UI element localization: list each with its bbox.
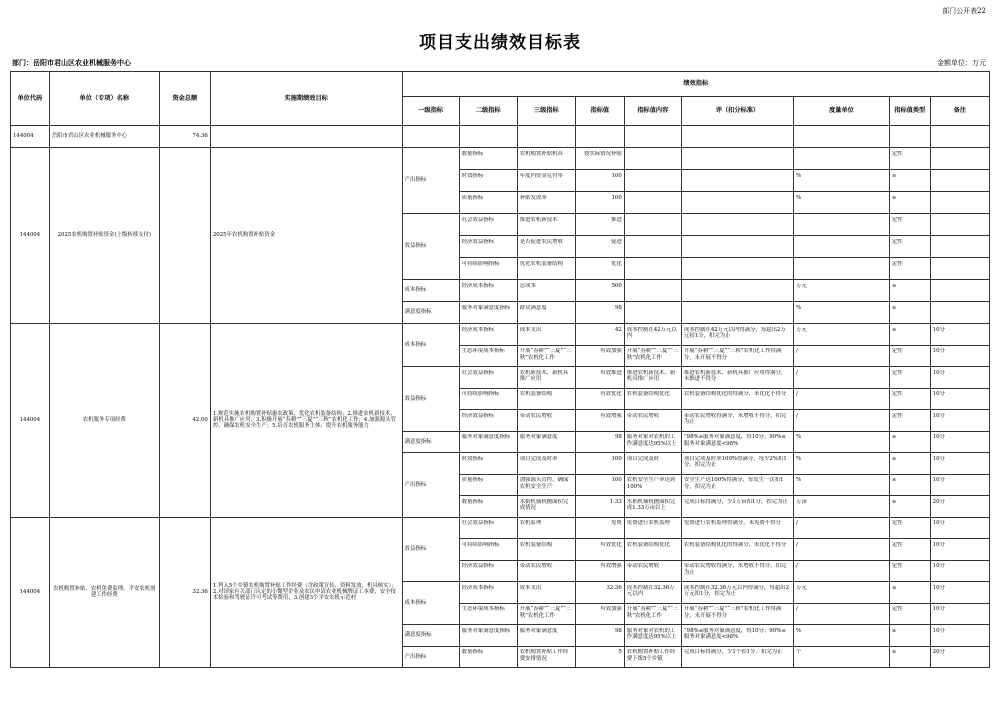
level1-cell: 成本指标 (402, 582, 459, 625)
project-goal: 2025年农机购置补贴资金 (210, 148, 402, 324)
value-content-cell: 农机安全生产率达到100% (626, 477, 676, 490)
level3-cell: 加强源头管控，确保农机安全生产 (519, 477, 569, 490)
measure-unit-cell: % (796, 455, 802, 462)
level3-cell: 项目完成及时率 (519, 455, 558, 462)
level2-cell: 生态环境成本指标 (461, 606, 505, 613)
value-cell: 有效加强 (600, 348, 622, 355)
indicator-row (11, 148, 990, 170)
header-measure-unit: 度量单位 (794, 97, 890, 126)
level3-cell: 服务对象满意度 (519, 627, 558, 634)
value-content-cell (627, 239, 679, 254)
header-performance-indicators: 绩效指标 (402, 72, 989, 97)
measure-unit-cell (796, 239, 887, 254)
evaluation-cell: 免费进行农机监理得满分，未免费不得分 (683, 520, 781, 527)
level2-cell: 经济成本指标 (461, 584, 494, 591)
project-name: 农机购置补贴、农机免费监理、平安农机创建工作经费 (49, 517, 159, 668)
value-content-cell (627, 261, 679, 276)
level3-cell: 群众满意度 (519, 305, 547, 311)
note-cell: 10分 (932, 348, 945, 355)
evaluation-cell: 带动农民增收得满分，未增收不得分，扣完为止 (683, 412, 787, 426)
performance-table (10, 71, 990, 668)
level3-cell: 农机装备结构 (519, 541, 553, 548)
note-cell (933, 151, 987, 166)
level3-cell: 带动农民增收 (519, 412, 553, 419)
level3-cell: 总成本 (519, 283, 536, 289)
value-content-cell (627, 217, 679, 232)
project-name: 2025农机购置补贴资金(上级转移支付) (49, 148, 159, 324)
level2-cell: 服务对象满意度指标 (461, 627, 511, 634)
note-cell: 20分 (932, 649, 945, 656)
level1-cell: 产出指标 (402, 148, 459, 214)
form-number: 部门公开表22 (942, 7, 986, 15)
evaluation-cell (684, 173, 791, 188)
value-cell: 有效增强 (600, 563, 622, 570)
value-content-cell: 带动农民增收 (626, 412, 660, 419)
department-label: 部门：岳阳市君山区农业机械服务中心 (12, 58, 131, 67)
value-cell: 推进 (611, 217, 622, 223)
header-goal: 实施期绩效目标 (210, 72, 402, 126)
project-code: 144004 (11, 324, 50, 518)
value-type-cell: 定性 (891, 606, 903, 613)
level3-cell: 农机监理 (519, 520, 542, 527)
note-cell: 10分 (932, 627, 945, 634)
level2-cell: 质量指标 (461, 195, 484, 201)
level1-cell: 成本指标 (402, 280, 459, 302)
evaluation-cell: 推进农机新技术、新机具推广应用得满分，未推进不得分 (683, 369, 787, 383)
level3-cell: 年度内资金兑付率 (519, 173, 563, 179)
value-content-cell: 农机装备结构优化 (626, 541, 670, 548)
value-cell: 免费 (611, 520, 622, 527)
level1-cell: 效益指标 (402, 367, 459, 432)
evaluation-cell: 农机装备结构优化的得满分，未优化不得分 (683, 391, 787, 398)
value-cell: 100 (611, 455, 622, 462)
value-content-cell: 开展“春耕”“三夏”“三秋”农机化工作 (626, 348, 679, 361)
note-cell: 10分 (932, 369, 945, 376)
measure-unit-cell: 个 (796, 649, 802, 656)
header-value-content: 指标值内容 (624, 97, 681, 126)
value-type-cell: 定性 (891, 563, 903, 570)
level1-cell: 满意度指标 (402, 431, 459, 453)
value-type-cell: 定性 (891, 412, 903, 419)
value-type-cell: ≤ (891, 283, 897, 289)
value-cell: 500 (611, 283, 622, 289)
evaluation-cell: 项目完成及时率100%得满分，每少2%扣1分，扣完为止 (683, 455, 787, 469)
level3-cell: 成本支出 (519, 584, 542, 591)
value-type-cell: ≥ (891, 195, 897, 201)
level2-cell: 生态环境成本指标 (461, 348, 505, 355)
value-type-cell: 定性 (891, 151, 903, 157)
level3-cell: 成本支出 (519, 326, 542, 333)
value-cell: 42 (614, 326, 622, 333)
note-cell (933, 261, 987, 276)
note-cell (933, 239, 987, 254)
level1-cell: 满意度指标 (402, 302, 459, 324)
evaluation-cell (684, 239, 791, 254)
value-type-cell: ≤ (891, 326, 897, 333)
amount-unit-label: 金额单位：万元 (937, 59, 986, 67)
measure-unit-cell: % (796, 627, 802, 634)
note-cell: 10分 (932, 455, 945, 462)
value-cell: 有效优化 (600, 541, 622, 548)
project-goal: 1.规范实施农机购置补贴惠农政策，优化农机装备结构；2.推进农机新技术、新机具推广应用；3.积极开展“春耕”“三夏”“三秋”农机化工作；4.加强源头管控，确保农机安全生产；5.培育农机服务主体，提升农机服务能力 (210, 324, 402, 518)
value-cell: 有效增强 (600, 412, 622, 419)
project-amount: 42.00 (159, 324, 210, 518)
header-total-amount: 资金总额 (159, 72, 210, 126)
value-type-cell: ≥ (891, 173, 897, 179)
level1-cell: 成本指标 (402, 324, 459, 367)
evaluation-cell: 完成目标得满分，少1万亩扣1分，扣完为止 (683, 498, 788, 505)
value-content-cell: 农机购置补贴工作经费下拨5个乡镇 (626, 649, 676, 662)
value-type-cell: 定性 (891, 520, 903, 527)
level2-cell: 时效指标 (461, 173, 484, 179)
level1-cell: 效益指标 (402, 214, 459, 280)
summary-code: 144004 (11, 126, 50, 148)
value-type-cell: ≥ (891, 455, 897, 462)
measure-unit-cell: / (796, 563, 798, 570)
level2-cell: 数量指标 (461, 498, 484, 505)
value-content-cell (627, 305, 679, 320)
header-level2: 二级指标 (459, 97, 517, 126)
measure-unit-cell: % (796, 305, 802, 311)
level2-cell: 可持续影响指标 (461, 261, 500, 267)
measure-unit-cell: / (796, 348, 798, 355)
value-type-cell: 定性 (891, 261, 903, 267)
summary-amount: 74.36 (159, 126, 210, 148)
level3-cell: 补贴发放率 (519, 195, 547, 201)
value-content-cell: 成本控制在32.36万元以内 (626, 584, 675, 598)
level1-cell: 产出指标 (402, 453, 459, 518)
value-type-cell: 定性 (891, 217, 903, 223)
note-cell: 10分 (932, 606, 945, 613)
evaluation-cell: 安全生产达100%得满分，每发生一次扣1分，扣完为止 (683, 477, 784, 490)
level2-cell: 时效指标 (461, 455, 484, 462)
value-cell: 促进 (611, 239, 622, 245)
level3-cell: 农机购置补贴机具 (519, 151, 563, 157)
project-code: 144004 (11, 148, 50, 324)
measure-unit-cell: / (796, 520, 798, 527)
value-type-cell: 定性 (891, 369, 903, 376)
evaluation-cell: 开展“春耕”“三夏”“三秋”农机化工作得满分，未开展不得分 (683, 348, 782, 361)
level3-cell: 开展“春耕”“三夏”“三秋”农机化工作 (519, 348, 572, 361)
value-content-cell: 带动农民增收 (626, 563, 660, 570)
value-content-cell: 农机装备结构优化 (626, 391, 670, 398)
value-cell: 100 (611, 477, 622, 484)
note-cell: 10分 (932, 477, 945, 484)
header-note: 备注 (930, 97, 989, 126)
level3-cell: 优化农机装备结构 (519, 261, 563, 267)
evaluation-cell (684, 151, 791, 166)
evaluation-cell: 农机装备结构优化的得满分，未优化不得分 (683, 541, 787, 548)
evaluation-cell (684, 217, 791, 232)
measure-unit-cell: / (796, 412, 798, 419)
value-content-cell: 开展“春耕”“三夏”“三秋”农机化工作 (626, 606, 679, 619)
header-level1: 一级指标 (402, 97, 459, 126)
note-cell: 10分 (932, 584, 945, 591)
value-type-cell: 定性 (891, 541, 903, 548)
value-content-cell: 水稻机插机抛面积完成1.33万亩以上 (626, 498, 676, 512)
value-content-cell: 服务对象对农机的工作满意度达95%以上 (626, 434, 677, 447)
value-cell: 优化 (611, 261, 622, 267)
evaluation-cell: 成本控制在32.36万元以内得满分，每超出2万元扣1分，扣完为止 (683, 584, 790, 598)
page-title: 项目支出绩效目标表 (419, 33, 581, 53)
measure-unit-cell: % (796, 195, 802, 201)
value-type-cell: ≥ (891, 305, 897, 311)
value-type-cell: ≤ (891, 584, 897, 591)
value-type-cell: ≥ (891, 434, 897, 441)
value-cell: 1.33 (609, 498, 622, 505)
value-content-cell: 推进农机新技术、新机具推广应用 (626, 369, 676, 383)
measure-unit-cell: 万元 (796, 283, 807, 289)
note-cell: 10分 (932, 412, 945, 419)
summary-name: 岳阳市君山区农业机械服务中心 (49, 126, 159, 148)
evaluation-cell: “98%≤服务对象满意度，得10分；90%≤服务对象满意度<98% (683, 434, 786, 447)
level2-cell: 经济效益指标 (461, 563, 494, 570)
project-name: 农机服务专项经费 (49, 324, 159, 518)
value-content-cell (627, 173, 679, 188)
level2-cell: 社会效益指标 (461, 217, 494, 223)
measure-unit-cell: / (796, 391, 798, 398)
evaluation-cell: 带动农民增收得满分，未增收不得分，扣完为止 (683, 563, 787, 576)
measure-unit-cell: % (796, 477, 802, 484)
evaluation-cell (684, 305, 791, 320)
evaluation-cell: 开展“春耕”“三夏”“三秋”农机化工作得满分，未开展不得分 (683, 606, 782, 619)
value-cell: 100 (611, 173, 622, 179)
level2-cell: 社会效益指标 (461, 520, 494, 527)
value-cell: 98 (614, 305, 622, 311)
value-content-cell: 免费进行农机监理 (626, 520, 670, 527)
value-cell: 按实际情况补贴 (584, 151, 622, 157)
level2-cell: 数量指标 (461, 151, 484, 157)
note-cell: 20分 (932, 498, 945, 505)
value-type-cell: ≥ (891, 649, 897, 656)
value-cell: 有效加强 (600, 606, 622, 613)
value-cell: 100 (611, 195, 622, 201)
value-content-cell: 服务对象对农机的工作满意度达95%以上 (626, 627, 677, 641)
level2-cell: 社会效益指标 (461, 369, 494, 376)
measure-unit-cell (796, 151, 887, 166)
measure-unit-cell: % (796, 434, 802, 441)
level2-cell: 服务对象满意度指标 (461, 305, 511, 311)
value-type-cell: 定性 (891, 239, 903, 245)
value-cell: 有效优化 (600, 391, 622, 398)
evaluation-cell (684, 261, 791, 276)
project-amount: 32.36 (159, 517, 210, 668)
level2-cell: 可持续影响指标 (461, 541, 500, 548)
evaluation-cell (684, 195, 791, 210)
note-cell (933, 217, 987, 232)
value-content-cell (627, 283, 679, 298)
project-code: 144004 (11, 517, 50, 668)
note-cell (933, 305, 987, 320)
evaluation-cell: “98%≤服务对象满意度，得10分；90%≤服务对象满意度<98% (683, 627, 786, 641)
value-type-cell: ≥ (891, 477, 897, 484)
value-cell: 32.36 (606, 584, 622, 591)
value-type-cell: ≥ (891, 498, 897, 505)
level3-cell: 是否促进农民增收 (519, 239, 563, 245)
measure-unit-cell: 万亩 (796, 498, 807, 505)
note-cell: 10分 (932, 520, 945, 527)
level1-cell: 满意度指标 (402, 625, 459, 647)
level2-cell: 数量指标 (461, 649, 484, 656)
level2-cell: 经济成本指标 (461, 326, 494, 333)
header-project-name: 单位（专项）名称 (49, 72, 159, 126)
measure-unit-cell: / (796, 541, 798, 548)
value-cell: 98 (614, 434, 622, 441)
note-cell: 10分 (932, 563, 945, 570)
value-type-cell: 定性 (891, 348, 903, 355)
level3-cell: 农机购置补贴工作经费安排情况 (519, 649, 569, 662)
note-cell (933, 173, 987, 188)
value-cell: 5 (618, 649, 622, 656)
value-content-cell: 项目完成及时 (626, 455, 660, 462)
note-cell: 10分 (932, 326, 945, 333)
level2-cell: 经济效益指标 (461, 239, 494, 245)
note-cell: 10分 (932, 541, 945, 548)
measure-unit-cell: 万元 (796, 326, 807, 333)
level3-cell: 农机新技术，新机具推广应用 (519, 369, 569, 383)
header-unit-code: 单位代码 (11, 72, 50, 126)
measure-unit-cell: / (796, 606, 798, 613)
measure-unit-cell: / (796, 369, 798, 376)
level3-cell: 服务对象满意度 (519, 434, 558, 441)
level2-cell: 可持续影响指标 (461, 391, 500, 398)
evaluation-cell: 完成目标得满分，少1个扣1分，扣完为止 (683, 649, 783, 656)
evaluation-cell (684, 283, 791, 298)
header-level3: 三级指标 (517, 97, 575, 126)
header-evaluation: 评（扣分标准） (681, 97, 793, 126)
measure-unit-cell (796, 217, 887, 232)
header-value: 指标值 (575, 97, 624, 126)
note-cell: 10分 (932, 434, 945, 441)
level2-cell: 经济成本指标 (461, 283, 494, 289)
level3-cell: 带动农民增收 (519, 563, 553, 570)
value-content-cell (627, 151, 679, 166)
value-type-cell: ≥ (891, 627, 897, 634)
level2-cell: 质量指标 (461, 477, 484, 484)
level3-cell: 农机装备结构 (519, 391, 553, 398)
level3-cell: 推进农机新技术 (519, 217, 558, 223)
note-cell (933, 195, 987, 210)
value-type-cell: 定性 (891, 391, 903, 398)
level3-cell: 开展“春耕”“三夏”“三秋”农机化工作 (519, 606, 572, 619)
value-cell: 有效推进 (600, 369, 622, 376)
value-content-cell (627, 195, 679, 210)
measure-unit-cell: 万元 (796, 584, 807, 591)
level3-cell: 水稻机插机抛面积完成情况 (519, 498, 569, 512)
header-value-type: 指标值类型 (889, 97, 930, 126)
level2-cell: 服务对象满意度指标 (461, 434, 511, 441)
project-goal: 1.列入5个乡镇农机购置补贴工作经费（含政策宣传、资料发放、机具核实）；2.对国家有关部门认定的小微型企业及农民申请农业机械牌证工本费，安全技术检验和驾驶证许可考试等费用；3.创建3个平安农机示范村 (210, 517, 402, 668)
project-amount (159, 148, 210, 324)
value-cell: 98 (614, 627, 622, 634)
level1-cell: 产出指标 (402, 646, 459, 668)
level2-cell: 经济效益指标 (461, 412, 494, 419)
summary-row (11, 126, 990, 148)
measure-unit-cell: % (796, 173, 802, 179)
note-cell: 10分 (932, 391, 945, 398)
indicator-row (11, 517, 990, 539)
evaluation-cell: 成本控制在42万元以内得满分，每超出2万元扣1分，扣完为止 (683, 326, 786, 340)
measure-unit-cell (796, 261, 887, 276)
indicator-row (11, 324, 990, 346)
note-cell (933, 283, 987, 298)
level1-cell: 效益指标 (402, 517, 459, 582)
value-content-cell: 成本控制在42万元以内 (626, 326, 677, 340)
